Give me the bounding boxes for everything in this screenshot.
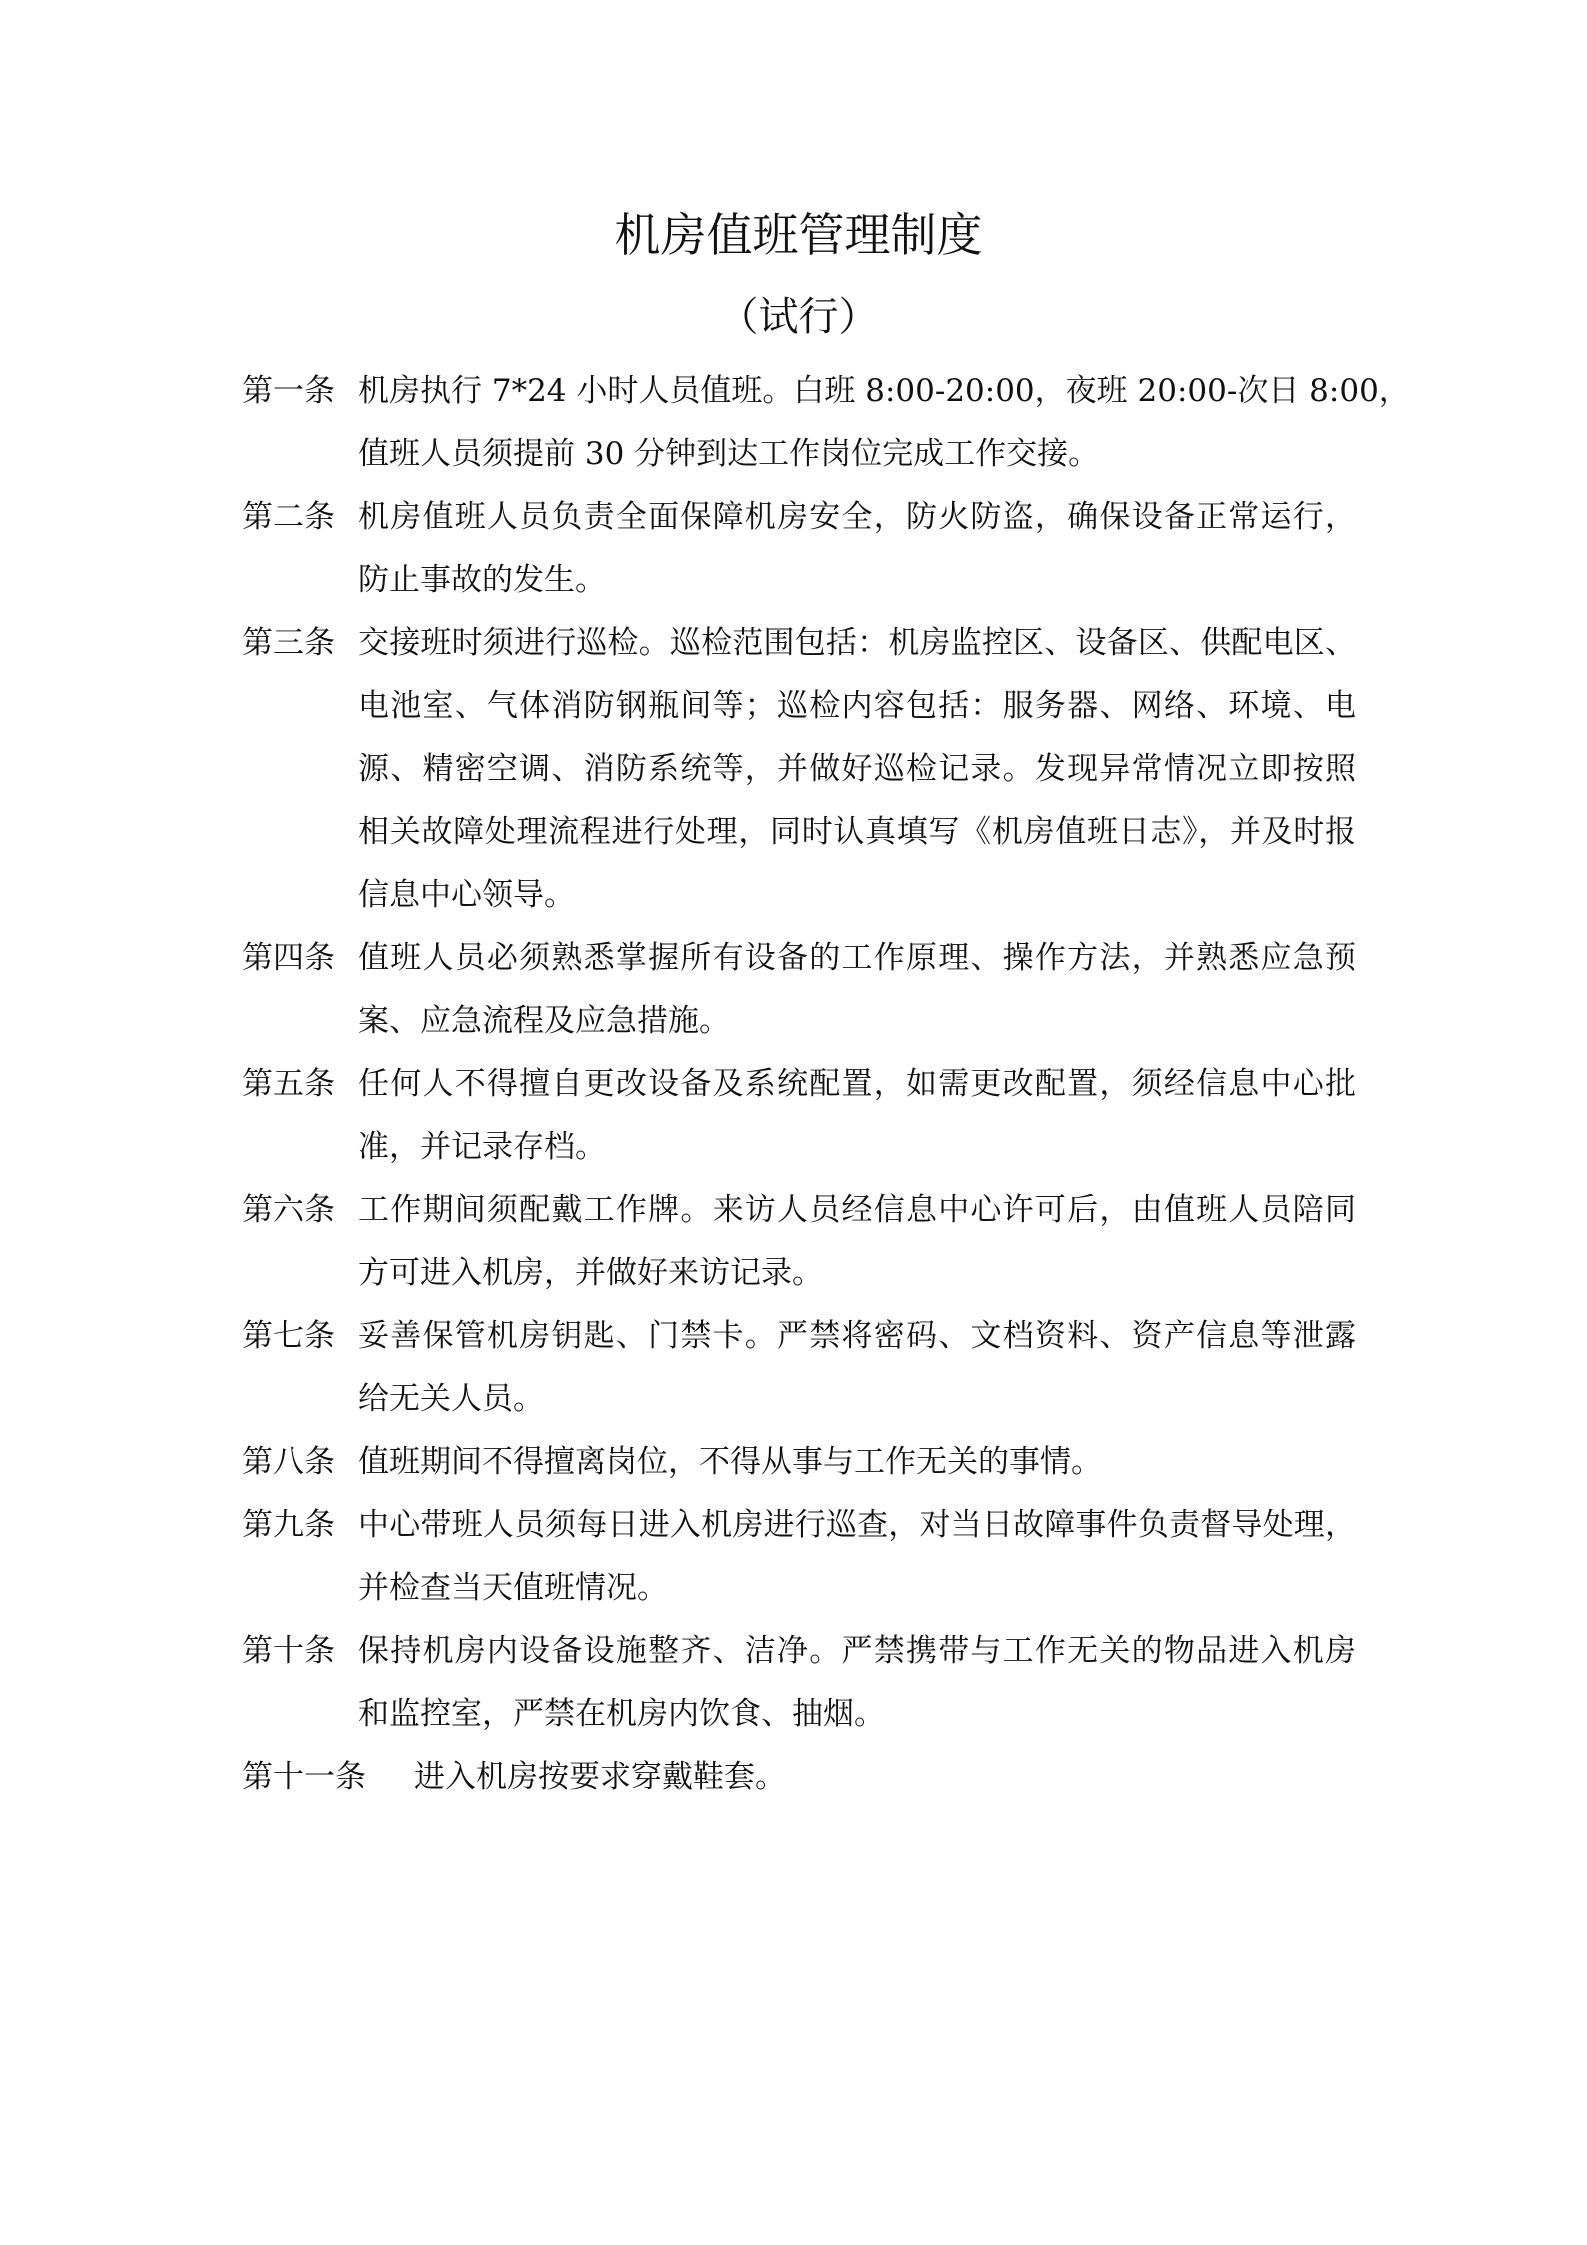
article-body [358,1494,1356,1620]
article-body [358,360,1410,486]
article-label: 第四条 [242,940,335,976]
article-line: 机房执行 7*24 小时人员值班。白班 8:00-20:00，夜班 20:00-次日 8:00， [358,373,1410,409]
article-body [414,1746,1356,1809]
article-line: 源、精密空调、消防系统等，并做好巡检记录。发现异常情况立即按照 [358,751,1356,787]
article-line: 准，并记录存档。 [358,1129,606,1165]
article-body [358,1620,1356,1746]
article-line: 中心带班人员须每日进入机房进行巡查，对当日故障事件负责督导处理， [358,1507,1356,1543]
article [242,1620,1356,1746]
article-line: 保持机房内设备设施整齐、洁净。严禁携带与工作无关的物品进入机房 [358,1633,1356,1669]
article-line: 值班人员必须熟悉掌握所有设备的工作原理、操作方法，并熟悉应急预 [358,940,1356,976]
article-line: 防止事故的发生。 [358,562,606,598]
article-line: 交接班时须进行巡检。巡检范围包括：机房监控区、设备区、供配电区、 [358,625,1356,661]
article-line: 方可进入机房，并做好来访记录。 [358,1255,823,1291]
document-title: 机房值班管理制度 [614,208,983,262]
article [242,1305,1356,1431]
article-line: 工作期间须配戴工作牌。来访人员经信息中心许可后，由值班人员陪同 [358,1192,1356,1228]
article-body [358,927,1356,1053]
article [242,1179,1356,1305]
article-label: 第七条 [242,1318,335,1354]
article-line: 和监控室，严禁在机房内饮食、抽烟。 [358,1696,885,1732]
article-label: 第八条 [242,1444,335,1480]
article-line: 值班期间不得擅离岗位，不得从事与工作无关的事情。 [358,1444,1102,1480]
article-line: 机房值班人员负责全面保障机房安全，防火防盗，确保设备正常运行， [358,499,1356,535]
articles-list [242,360,1410,1809]
article [242,360,1410,486]
article-line: 进入机房按要求穿戴鞋套。 [414,1759,786,1795]
article [242,612,1356,927]
article-line: 值班人员须提前 30 分钟到达工作岗位完成工作交接。 [358,436,1100,472]
article-body [358,1431,1356,1494]
article [242,1053,1356,1179]
article-line: 案、应急流程及应急措施。 [358,1003,730,1039]
article-label: 第六条 [242,1192,335,1228]
article [242,927,1356,1053]
article-body [358,1305,1356,1431]
article-body [358,486,1356,612]
article-label: 第十一条 [242,1759,366,1795]
article-body [358,612,1356,927]
article [242,486,1356,612]
article-line: 电池室、气体消防钢瓶间等；巡检内容包括：服务器、网络、环境、电 [358,688,1356,724]
article-label: 第五条 [242,1066,335,1102]
article [242,1494,1356,1620]
article [242,1746,1356,1809]
article-label: 第九条 [242,1507,335,1543]
article-line: 任何人不得擅自更改设备及系统配置，如需更改配置，须经信息中心批 [358,1066,1356,1102]
article-label: 第一条 [242,373,335,409]
article-line: 给无关人员。 [358,1381,544,1417]
article [242,1431,1356,1494]
article-line: 并检查当天值班情况。 [358,1570,668,1606]
article-line: 妥善保管机房钥匙、门禁卡。严禁将密码、文档资料、资产信息等泄露 [358,1318,1356,1354]
article-body [358,1179,1356,1305]
article-label: 第二条 [242,499,335,535]
article-label: 第十条 [242,1633,335,1669]
article-label: 第三条 [242,625,335,661]
article-body [358,1053,1356,1179]
document-subtitle: （试行） [718,294,879,340]
article-line: 相关故障处理流程进行处理，同时认真填写《机房值班日志》，并及时报 [358,814,1356,850]
article-line: 信息中心领导。 [358,877,575,913]
